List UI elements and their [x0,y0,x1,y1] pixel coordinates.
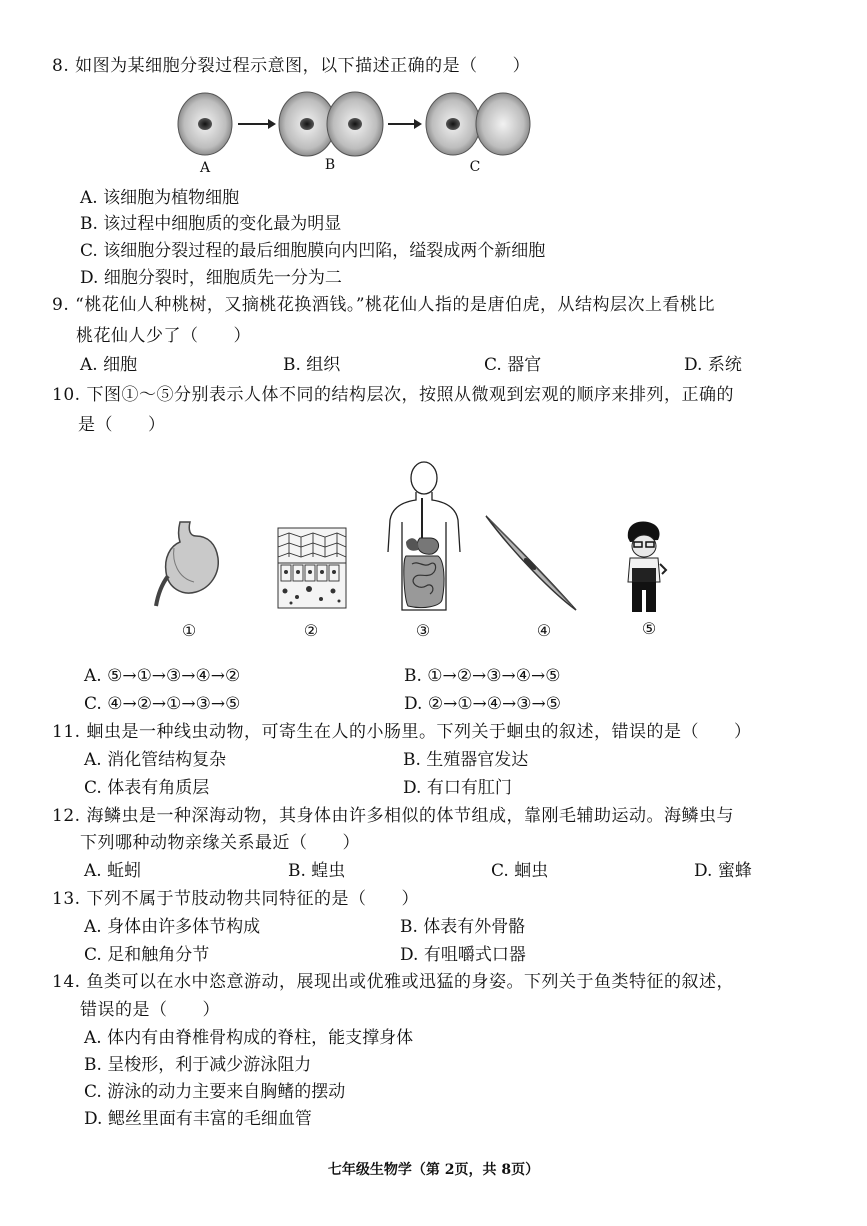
q11-stem: 11. 蛔虫是一种线虫动物，可寄生在人的小肠里。下列关于蛔虫的叙述，错误的是（ ） [52,722,752,742]
q14-option-b: B. 呈梭形，利于减少游泳阻力 [84,1055,312,1075]
arrow-2 [388,119,422,129]
q9-option-b: B. 组织 [283,355,341,375]
q14-option-a: A. 体内有由脊椎骨构成的脊柱，能支撑身体 [84,1028,414,1048]
fig-label-2: ② [303,621,319,640]
q14-option-d: D. 鳃丝里面有丰富的毛细血管 [84,1109,312,1129]
q12-option-a: A. 蚯蚓 [84,861,142,881]
fig-label-3: ③ [415,621,431,640]
q11-option-b: B. 生殖器官发达 [403,750,529,770]
q8-stem: 8. 如图为某细胞分裂过程示意图，以下描述正确的是（ ） [52,56,531,76]
q13-option-a: A. 身体由许多体节构成 [84,917,261,937]
q13-option-b: B. 体表有外骨骼 [400,917,526,937]
q10-stem-line2: 是（ ） [78,415,166,435]
fig-label-5: ⑤ [641,619,657,638]
tissue-image [277,527,347,609]
q10-option-c: C. ④→②→①→③→⑤ [84,694,241,714]
q12-option-c: C. 蛔虫 [491,861,549,881]
q13-option-d: D. 有咀嚼式口器 [400,945,526,965]
fig-label-4: ④ [536,621,552,640]
q14-stem-line2: 错误的是（ ） [80,1000,220,1020]
q9-stem-line1: 9. “桃花仙人种桃树，又摘桃花换酒钱。”桃花仙人指的是唐伯虎，从结构层次上看桃比 [52,295,716,315]
q14-stem-line1: 14. 鱼类可以在水中恣意游动，展现出或优雅或迅猛的身姿。下列关于鱼类特征的叙述， [52,972,734,992]
person-image [620,520,670,614]
q8-option-d: D. 细胞分裂时，细胞质先一分为二 [80,268,342,288]
fig-label-b: B [324,157,336,173]
arrow-1 [238,119,276,129]
page-footer: 七年级生物学（第 2页，共 8页） [327,1162,540,1178]
cell-c [426,93,530,155]
cell-b [279,92,383,156]
q10-option-d: D. ②→①→④→③→⑤ [404,694,562,714]
q13-stem: 13. 下列不属于节肢动物共同特征的是（ ） [52,889,419,909]
q8-option-a: A. 该细胞为植物细胞 [80,188,240,208]
q13-option-c: C. 足和触角分节 [84,945,210,965]
cell-division-figure [170,84,540,164]
q12-option-b: B. 蝗虫 [288,861,346,881]
q12-stem-line1: 12. 海鳞虫是一种深海动物，其身体由许多相似的体节组成，靠刚毛辅助运动。海鳞虫与 [52,806,734,826]
muscle-cell-image [484,514,580,614]
q10-option-b: B. ①→②→③→④→⑤ [404,666,561,686]
q11-option-a: A. 消化管结构复杂 [84,750,227,770]
q8-option-b: B. 该过程中细胞质的变化最为明显 [80,214,342,234]
q9-option-c: C. 器官 [484,355,542,375]
q11-option-c: C. 体表有角质层 [84,778,210,798]
q10-option-a: A. ⑤→①→③→④→② [84,666,241,686]
fig-label-1: ① [181,621,197,640]
human-body-image [384,460,464,618]
fig-label-a: A [199,160,211,176]
cell-a [178,93,232,155]
q8-option-c: C. 该细胞分裂过程的最后细胞膜向内凹陷，缢裂成两个新细胞 [80,241,546,261]
stomach-image [150,518,230,610]
q11-option-d: D. 有口有肛门 [403,778,512,798]
q12-option-d: D. 蜜蜂 [694,861,752,881]
q9-option-a: A. 细胞 [80,355,138,375]
fig-label-c: C [469,159,481,175]
q10-stem-line1: 10. 下图①～⑤分别表示人体不同的结构层次，按照从微观到宏观的顺序来排列，正确的 [52,385,734,405]
q12-stem-line2: 下列哪种动物亲缘关系最近（ ） [80,833,360,853]
q9-stem-line2: 桃花仙人少了（ ） [76,326,251,346]
q9-option-d: D. 系统 [684,355,742,375]
q14-option-c: C. 游泳的动力主要来自胸鳍的摆动 [84,1082,346,1102]
